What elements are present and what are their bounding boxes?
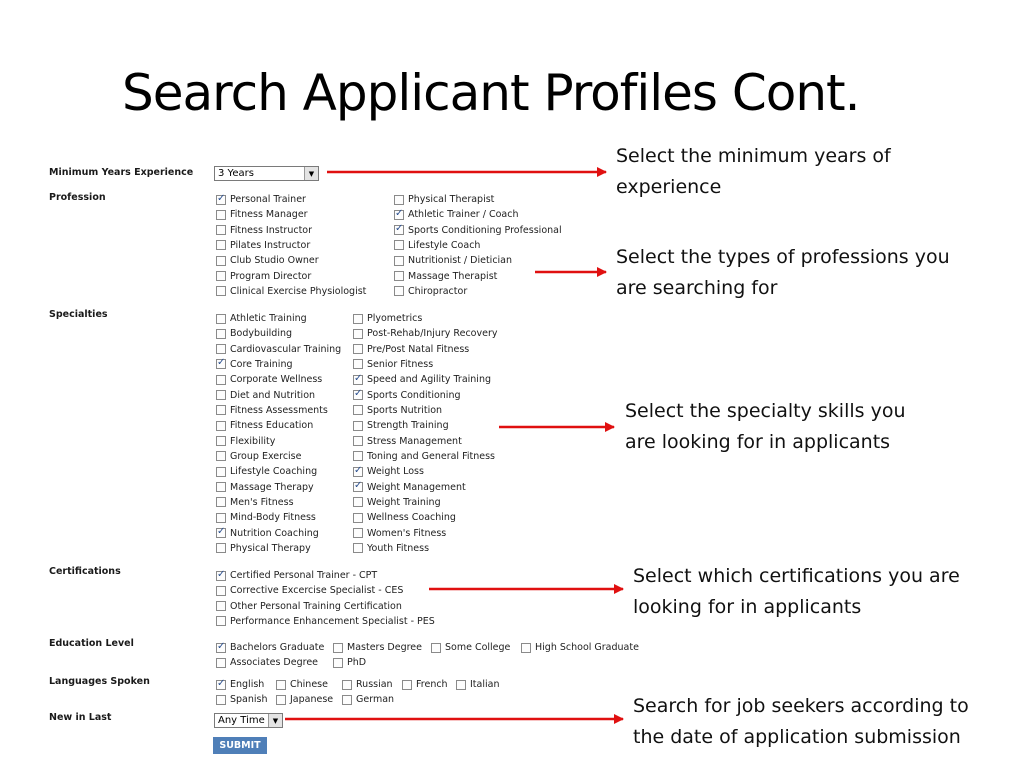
checkbox-label: Program Director: [230, 270, 312, 282]
checkbox-label: Certified Personal Trainer - CPT: [230, 570, 378, 581]
checkbox-label: Other Personal Training Certification: [230, 600, 402, 612]
checkbox-label: French: [416, 679, 448, 690]
note-line: Select the types of professions you: [616, 246, 950, 268]
checkbox-label: Group Exercise: [230, 450, 302, 462]
checkbox-label: Speed and Agility Training: [367, 374, 491, 386]
languages-label: Languages Spoken: [49, 676, 150, 687]
checkbox-label: PhD: [347, 657, 367, 668]
min-years-label: Minimum Years Experience: [49, 167, 194, 178]
checkbox-label: Fitness Manager: [230, 209, 308, 221]
checkbox-label: Nutritionist / Dietician: [408, 255, 513, 267]
note-line: are looking for in applicants: [625, 431, 891, 453]
checkbox-label: Some College: [445, 642, 511, 653]
note-line: Select which certifications you are: [633, 565, 960, 587]
note-line: are searching for: [616, 277, 778, 299]
checkbox-label: Bodybuilding: [230, 328, 293, 340]
education-label: Education Level: [49, 638, 134, 649]
checkbox-label: Youth Fitness: [367, 542, 430, 554]
checkbox-label: Athletic Trainer / Coach: [408, 209, 519, 221]
checkbox-label: Lifestyle Coaching: [230, 466, 318, 478]
new-in-last-value: Any Time: [218, 715, 265, 726]
checkbox-label: Sports Conditioning: [367, 389, 461, 401]
checkbox-label: Corporate Wellness: [230, 374, 323, 386]
checkbox-label: Cardiovascular Training: [230, 343, 342, 355]
checkbox-label: Plyometrics: [367, 313, 423, 324]
profession-label: Profession: [49, 192, 106, 203]
checkbox-label: Pilates Instructor: [230, 239, 311, 251]
checkbox-label: Senior Fitness: [367, 358, 434, 370]
checkbox-label: Massage Therapy: [230, 481, 314, 493]
checkbox-label: Wellness Coaching: [367, 512, 456, 524]
checkbox-label: Weight Training: [367, 496, 441, 508]
checkbox-label: Italian: [470, 679, 500, 690]
checkbox-label: Core Training: [230, 358, 293, 370]
submit-button[interactable]: SUBMIT: [213, 737, 267, 754]
checkbox-label: Sports Nutrition: [367, 404, 443, 416]
slide-title: Search Applicant Profiles Cont.: [122, 64, 860, 122]
checkbox-label: Athletic Training: [230, 313, 307, 324]
checkbox-label: Sports Conditioning Professional: [408, 224, 562, 236]
dropdown-arrow-icon[interactable]: ▼: [268, 714, 282, 727]
note-line: the date of application submission: [633, 726, 961, 748]
checkbox-label: Lifestyle Coach: [408, 239, 481, 251]
checkbox-label: Pre/Post Natal Fitness: [367, 343, 470, 355]
note-line: experience: [616, 176, 722, 198]
checkbox-label: German: [356, 694, 395, 705]
checkbox-label: Performance Enhancement Specialist - PES: [230, 615, 435, 627]
checkbox-label: Clinical Exercise Physiologist: [230, 285, 367, 297]
checkbox-label: Chiropractor: [408, 285, 468, 297]
checkbox-label: Weight Management: [367, 481, 466, 493]
min-years-value: 3 Years: [218, 168, 254, 179]
checkbox-label: Associates Degree: [230, 657, 319, 668]
checkbox-label: Diet and Nutrition: [230, 389, 316, 401]
checkbox-label: Japanese: [290, 694, 334, 705]
checkbox-label: Flexibility: [230, 435, 276, 447]
checkbox-label: Spanish: [230, 694, 268, 705]
checkbox-label: Strength Training: [367, 420, 449, 432]
certifications-label: Certifications: [49, 566, 121, 577]
checkbox-label: Club Studio Owner: [230, 255, 319, 267]
note-line: Select the minimum years of: [616, 145, 891, 167]
checkbox-label: Fitness Instructor: [230, 224, 313, 236]
specialties-label: Specialties: [49, 309, 108, 320]
checkbox-label: Massage Therapist: [408, 270, 498, 282]
checkbox-label: Weight Loss: [367, 466, 424, 478]
note-line: Select the specialty skills you: [625, 400, 906, 422]
checkbox-label: Chinese: [290, 679, 328, 690]
checkbox-label: Bachelors Graduate: [230, 642, 325, 653]
checkbox-label: Men's Fitness: [230, 496, 294, 508]
checkbox-label: English: [230, 679, 265, 690]
checkbox-label: High School Graduate: [535, 642, 639, 653]
checkbox-label: Physical Therapist: [408, 194, 495, 205]
checkbox-label: Personal Trainer: [230, 194, 306, 205]
checkbox-label: Women's Fitness: [367, 527, 447, 539]
checkbox-label: Fitness Assessments: [230, 404, 328, 416]
checkbox-label: Mind-Body Fitness: [230, 512, 316, 524]
checkbox-label: Stress Management: [367, 435, 462, 447]
checkbox-label: Physical Therapy: [230, 542, 311, 554]
checkbox-label: Post-Rehab/Injury Recovery: [367, 328, 498, 340]
checkbox-label: Nutrition Coaching: [230, 527, 319, 539]
checkbox-label: Masters Degree: [347, 642, 422, 653]
dropdown-arrow-icon[interactable]: ▼: [304, 167, 318, 180]
new-in-last-label: New in Last: [49, 712, 112, 723]
checkbox-label: Corrective Excercise Specialist - CES: [230, 585, 404, 597]
checkbox-label: Toning and General Fitness: [367, 450, 495, 462]
note-line: looking for in applicants: [633, 596, 862, 618]
note-line: Search for job seekers according to: [633, 695, 969, 717]
checkbox-label: Russian: [356, 679, 393, 690]
checkbox-label: Fitness Education: [230, 420, 314, 432]
